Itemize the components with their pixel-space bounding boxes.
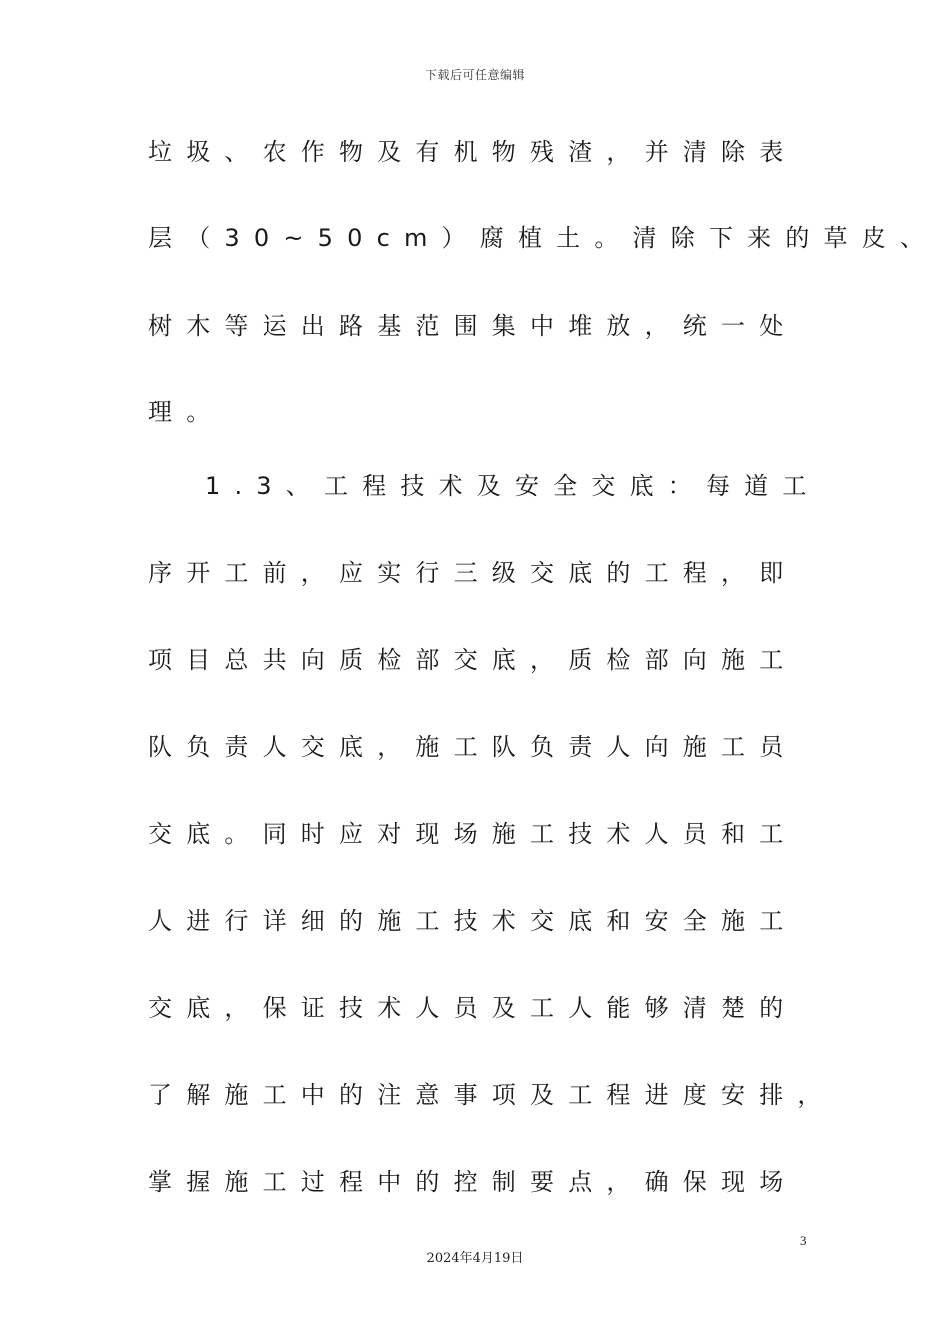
page-header: 下载后可任意编辑 bbox=[424, 68, 525, 82]
page-number: 3 bbox=[800, 1233, 807, 1248]
text-line: 序开工前，应实行三级交底的工程，即 bbox=[148, 559, 798, 587]
text-line: 掌握施工过程中的控制要点，确保现场 bbox=[148, 1168, 798, 1196]
section-heading-line: 1.3、工程技术及安全交底：每道工 bbox=[205, 472, 821, 500]
text-line: 理。 bbox=[148, 398, 225, 426]
text-line: 交底。同时应对现场施工技术人员和工 bbox=[148, 820, 798, 848]
text-line: 垃圾、农作物及有机物残渣，并清除表 bbox=[148, 138, 798, 166]
text-line: 树木等运出路基范围集中堆放，统一处 bbox=[148, 312, 798, 340]
text-line: 项目总共向质检部交底，质检部向施工 bbox=[148, 646, 798, 674]
text-line: 了解施工中的注意事项及工程进度安排， bbox=[148, 1081, 836, 1109]
text-line: 队负责人交底，施工队负责人向施工员 bbox=[148, 733, 798, 761]
footer-date: 2024年4月19日 bbox=[426, 1251, 524, 1266]
text-line: 交底，保证技术人员及工人能够清楚的 bbox=[148, 994, 798, 1022]
text-line: 人进行详细的施工技术交底和安全施工 bbox=[148, 907, 798, 935]
text-line: 层（30~50cm）腐植土。清除下来的草皮、 bbox=[148, 224, 939, 252]
